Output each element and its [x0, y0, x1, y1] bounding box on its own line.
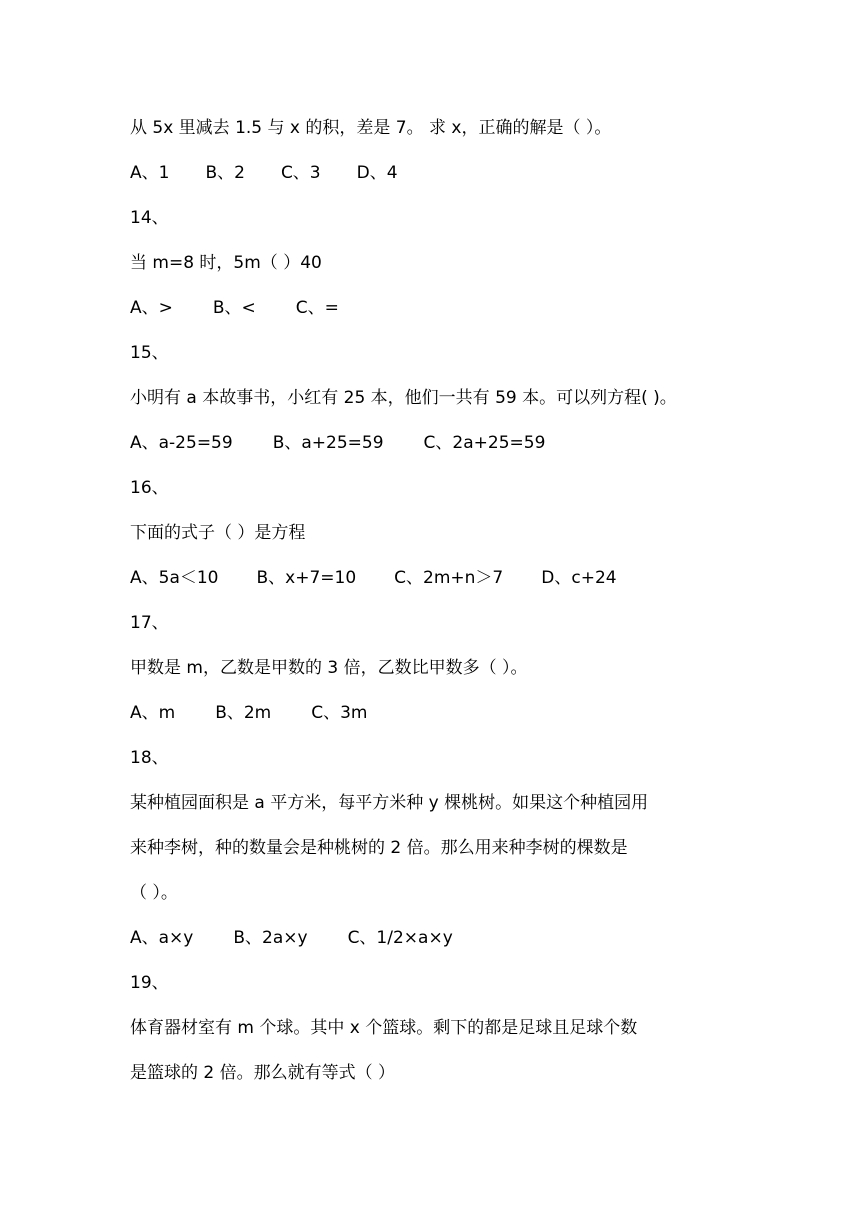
question-17-stem: 甲数是 m，乙数是甲数的 3 倍，乙数比甲数多（ ）。: [130, 658, 528, 678]
option-b: B、a+25=59: [272, 433, 384, 453]
question-19-number: 19、: [130, 973, 169, 993]
question-17-options: [130, 701, 740, 725]
question-13-options: [130, 161, 740, 185]
question-14-number: 14、: [130, 208, 169, 228]
option-a: A、a×y: [130, 928, 194, 948]
option-d: D、4: [356, 163, 398, 183]
question-19-stem-line-1: 体育器材室有 m 个球。其中 x 个篮球。剩下的都是足球且足球个数: [130, 1018, 638, 1038]
option-b: B、2m: [215, 703, 272, 723]
option-c: C、3m: [311, 703, 368, 723]
option-a: A、>: [130, 298, 173, 318]
option-b: B、2a×y: [233, 928, 308, 948]
option-a: A、a-25=59: [130, 433, 233, 453]
option-a: A、5a＜10: [130, 568, 219, 588]
question-16-number: 16、: [130, 478, 169, 498]
option-a: A、m: [130, 703, 176, 723]
question-15-options: [130, 431, 740, 455]
option-c: C、3: [280, 163, 321, 183]
option-c: C、=: [295, 298, 339, 318]
question-18-options: [130, 926, 740, 950]
option-d: D、c+24: [541, 568, 617, 588]
question-14-options: [130, 296, 740, 320]
option-b: B、2: [205, 163, 245, 183]
option-c: C、2a+25=59: [423, 433, 546, 453]
question-18-stem-line-3: （ ）。: [130, 883, 178, 903]
question-15-number: 15、: [130, 343, 169, 363]
question-13-stem: 从 5x 里减去 1.5 与 x 的积，差是 7。 求 x，正确的解是（ ）。: [130, 118, 612, 138]
option-b: B、x+7=10: [256, 568, 357, 588]
question-18-stem-line-1: 某种植园面积是 a 平方米，每平方米种 y 棵桃树。如果这个种植园用: [130, 793, 649, 813]
option-b: B、<: [212, 298, 256, 318]
question-16-stem: 下面的式子（ ）是方程: [130, 523, 306, 543]
option-c: C、2m+n＞7: [394, 568, 504, 588]
option-a: A、1: [130, 163, 170, 183]
question-16-options: [130, 566, 740, 590]
question-18-stem-line-2: 来种李树，种的数量会是种桃树的 2 倍。那么用来种李树的棵数是: [130, 838, 628, 858]
question-17-number: 17、: [130, 613, 169, 633]
option-c: C、1/2×a×y: [347, 928, 453, 948]
question-14-stem: 当 m=8 时，5m（ ）40: [130, 253, 322, 273]
question-19-stem-line-2: 是篮球的 2 倍。那么就有等式（ ）: [130, 1063, 396, 1083]
question-18-number: 18、: [130, 748, 169, 768]
question-15-stem: 小明有 a 本故事书，小红有 25 本，他们一共有 59 本。可以列方程( )。: [130, 388, 677, 408]
